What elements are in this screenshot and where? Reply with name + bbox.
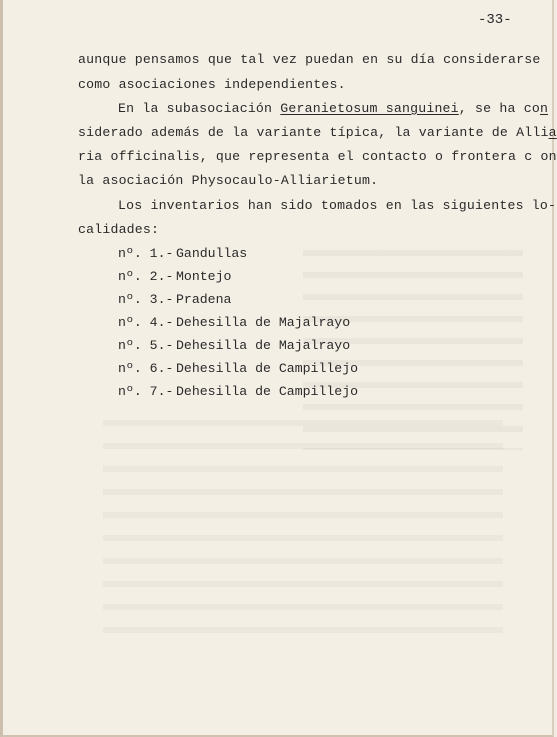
- locality-number: nº. 7.-: [118, 384, 174, 399]
- paragraph-2-text-underlined: n: [539, 101, 549, 116]
- locality-item: [118, 269, 231, 284]
- bleed-through-texture-lower: [103, 420, 503, 640]
- locality-item: [118, 384, 358, 399]
- paragraph-2-line-2: [78, 125, 557, 140]
- locality-number: nº. 6.-: [118, 361, 174, 376]
- locality-number: nº. 3.-: [118, 292, 174, 307]
- paragraph-1-line-1: aunque pensamos que tal vez puedan en su día considerarse: [78, 52, 541, 67]
- locality-name: Dehesilla de Campillejo: [176, 384, 359, 399]
- locality-name: Dehesilla de Majalrayo: [176, 338, 351, 353]
- locality-number: nº. 1.-: [118, 246, 174, 261]
- paragraph-2-text: En la subasociación: [118, 101, 281, 116]
- paragraph-2-text: siderado además de la variante típica, la variante de Alli: [78, 125, 549, 140]
- paragraph-2-line-3: ria officinalis, que representa el contacto o frontera c on: [78, 149, 557, 164]
- paragraph-3-line-2: calidades:: [78, 222, 160, 237]
- paragraph-1-line-2: como asociaciones independientes.: [78, 77, 346, 92]
- page-number: -33-: [478, 12, 512, 28]
- locality-name: Gandullas: [176, 246, 248, 261]
- locality-name: Pradena: [176, 292, 232, 307]
- locality-item: [118, 292, 231, 307]
- locality-name: Montejo: [176, 269, 232, 284]
- locality-item: [118, 246, 247, 261]
- taxon-name-underlined: Geranietosum sanguinei: [280, 101, 459, 116]
- locality-item: [118, 361, 358, 376]
- locality-number: nº. 5.-: [118, 338, 174, 353]
- paragraph-2-text-underlined: a: [548, 125, 557, 140]
- paragraph-2-text: , se ha co: [458, 101, 540, 116]
- paragraph-3-line-1: Los inventarios han sido tomados en las siguientes lo-: [118, 198, 557, 213]
- locality-number: nº. 4.-: [118, 315, 174, 330]
- locality-item: [118, 338, 350, 353]
- locality-item: [118, 315, 350, 330]
- paragraph-2-line-1: [118, 101, 548, 116]
- locality-number: nº. 2.-: [118, 269, 174, 284]
- locality-name: Dehesilla de Campillejo: [176, 361, 359, 376]
- locality-name: Dehesilla de Majalrayo: [176, 315, 351, 330]
- paragraph-2-line-4: la asociación Physocaulo-Alliarietum.: [78, 173, 379, 188]
